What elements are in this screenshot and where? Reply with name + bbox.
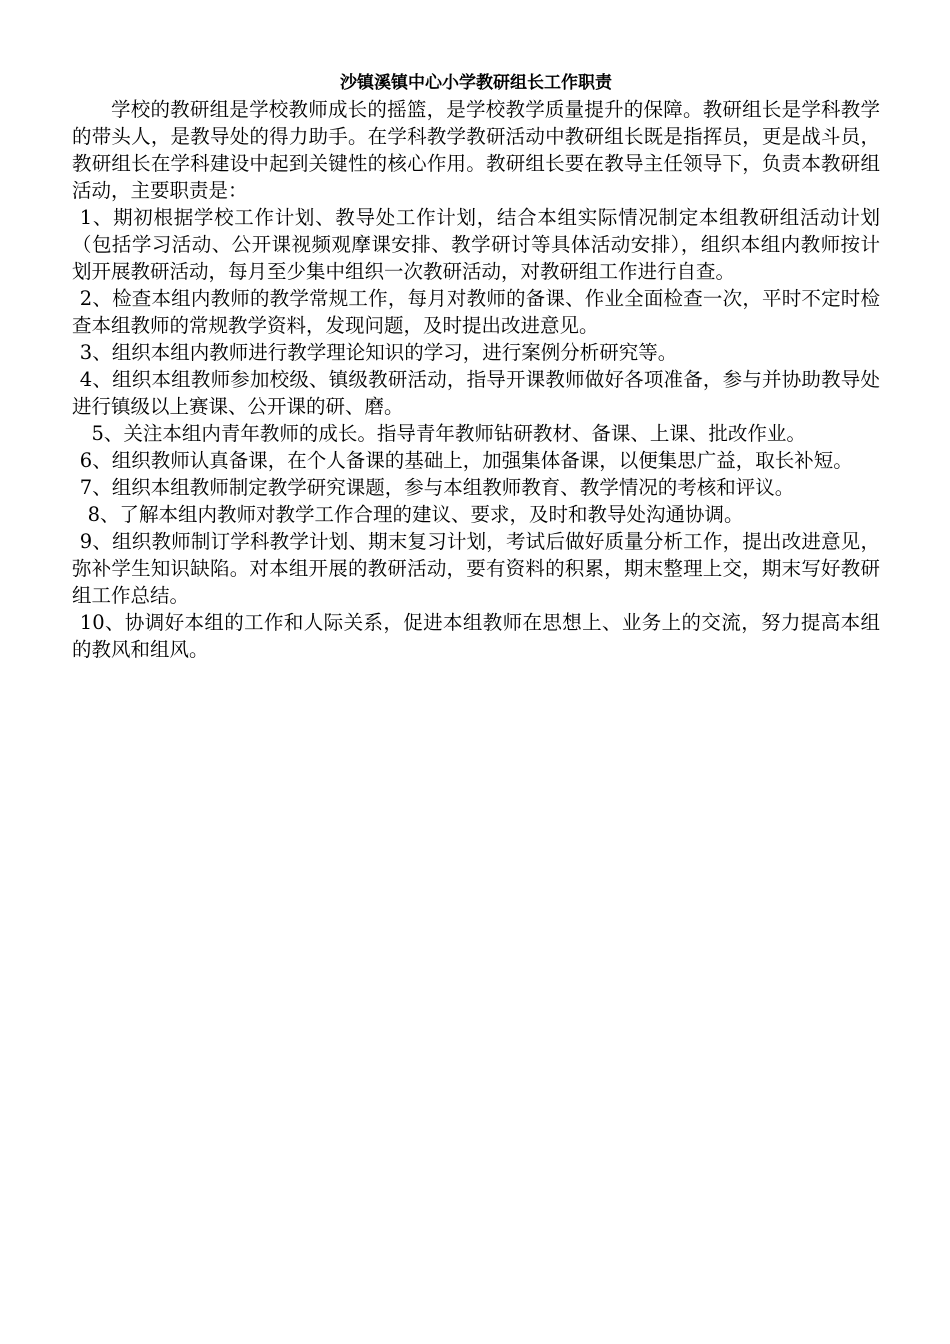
document-title: 沙镇溪镇中心小学教研组长工作职责	[340, 73, 612, 93]
duty-item-8: 8、了解本组内教师对教学工作合理的建议、要求，及时和教导处沟通协调。	[87, 503, 744, 526]
duty-item-1: 1、期初根据学校工作计划、教导处工作计划，结合本组实际情况制定本组教研组活动计划（包括学习活动、公开课视频观摩课安排、教学研讨等具体活动安排），组织本组内教师按计划开展教研活动，每月至少集中组织一次教研活动，对教研组工作进行自查。	[72, 206, 880, 283]
duty-item-2: 2、检查本组内教师的教学常规工作，每月对教师的备课、作业全面检查一次，平时不定时检查本组教师的常规教学资料，发现问题，及时提出改进意见。	[72, 287, 880, 337]
duty-item-10: 10、协调好本组的工作和人际关系，促进本组教师在思想上、业务上的交流，努力提高本组的教风和组风。	[72, 611, 880, 661]
duty-item-3: 3、组织本组内教师进行教学理论知识的学习，进行案例分析研究等。	[79, 341, 678, 364]
duty-item-4: 4、组织本组教师参加校级、镇级教研活动，指导开课教师做好各项准备，参与并协助教导处进行镇级以上赛课、公开课的研、磨。	[72, 368, 880, 418]
document-page	[72, 70, 880, 663]
duty-item-5: 5、关注本组内青年教师的成长。指导青年教师钻研教材、备课、上课、批改作业。	[91, 422, 806, 445]
duty-item-9: 9、组织教师制订学科教学计划、期末复习计划，考试后做好质量分析工作，提出改进意见，弥补学生知识缺陷。对本组开展的教研活动，要有资料的积累，期末整理上交，期末写好教研组工作总结。	[72, 530, 880, 607]
duty-item-6: 6、组织教师认真备课，在个人备课的基础上，加强集体备课，以便集思广益，取长补短。	[79, 449, 853, 472]
duty-item-7: 7、组织本组教师制定教学研究课题，参与本组教师教育、教学情况的考核和评议。	[79, 476, 795, 499]
intro-paragraph: 学校的教研组是学校教师成长的摇篮，是学校教学质量提升的保障。教研组长是学科教学的带头人，是教导处的得力助手。在学科教学教研活动中教研组长既是指挥员，更是战斗员，教研组长在学科建设中起到关键性的核心作用。教研组长要在教导主任领导下，负责本教研组活动，主要职责是：	[72, 98, 880, 202]
